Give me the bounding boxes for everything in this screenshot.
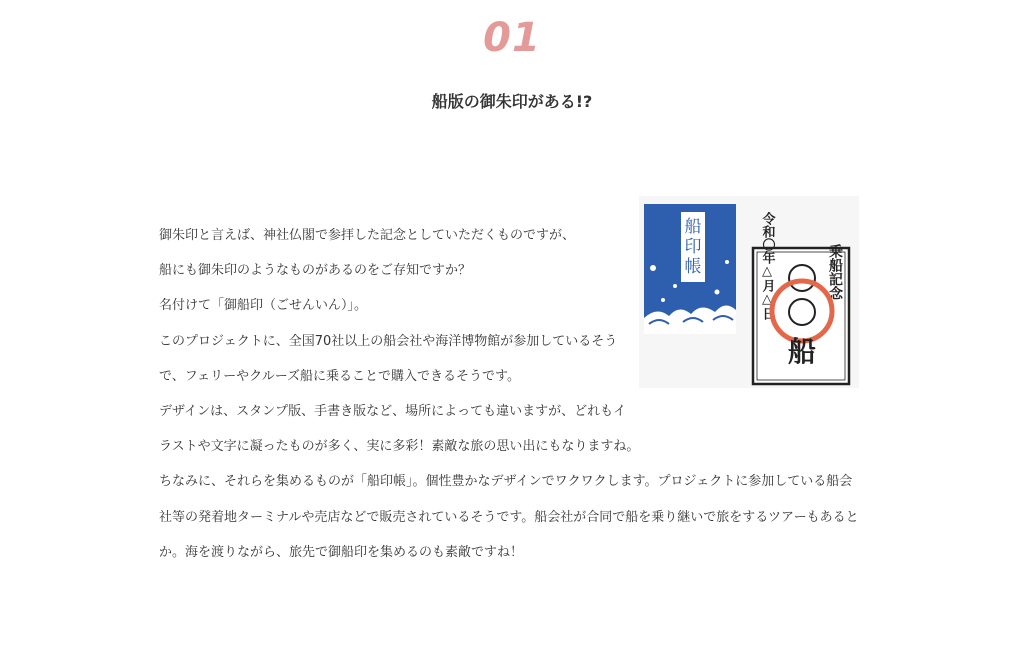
section-number: 01 [483, 15, 541, 61]
stamp-main-char: 船 [787, 335, 817, 368]
article-paragraph: ちなみに、それらを集めるものが「船印帳」。個性豊かなデザインでワクワクします。プロジェクトに参加している船会社等の発着地ターミナルや売店などで販売されているそうです。船会社が合同で船を乗り継いで旅をするツアーもあるとか。海を渡りながら、旅先で御船印を集めるのも素敵ですね！ [159, 474, 859, 560]
article-paragraph: 御朱印と言えば、神社仏閣で参拝した記念としていただくものですが、 [159, 228, 576, 243]
stamp-heading: 乗船記念 [827, 244, 843, 300]
article-paragraph: このプロジェクトに、全国70社以上の船会社や海洋博物館が参加しているそうで、フェリーやクルーズ船に乗ることで購入できるそうです。 [159, 333, 618, 384]
ship-stamp-card-image [753, 211, 849, 384]
ship-stamp-book-image [644, 204, 736, 334]
book-label-char-3: 帳 [684, 257, 702, 277]
stamp-date-text: 令和〇年△月△日 [759, 212, 775, 320]
book-label-char-1: 船 [684, 217, 702, 237]
book-label-char-2: 印 [684, 237, 702, 257]
goshuin-illustration [639, 196, 859, 388]
article-paragraph: 船にも御朱印のようなものがあるのをご存知ですか？ [159, 263, 472, 279]
article-paragraph: 名付けて「御船印（ごせんいん）」。 [159, 298, 368, 314]
article-body [159, 212, 859, 570]
article-paragraph: デザインは、スタンプ版、手書き版など、場所によっても違いますが、どれもイラストや文字に凝ったものが多く、実に多彩！素敵な旅の思い出にもなりますね。 [159, 404, 640, 455]
section-title: 船版の御朱印がある!? [431, 92, 593, 111]
